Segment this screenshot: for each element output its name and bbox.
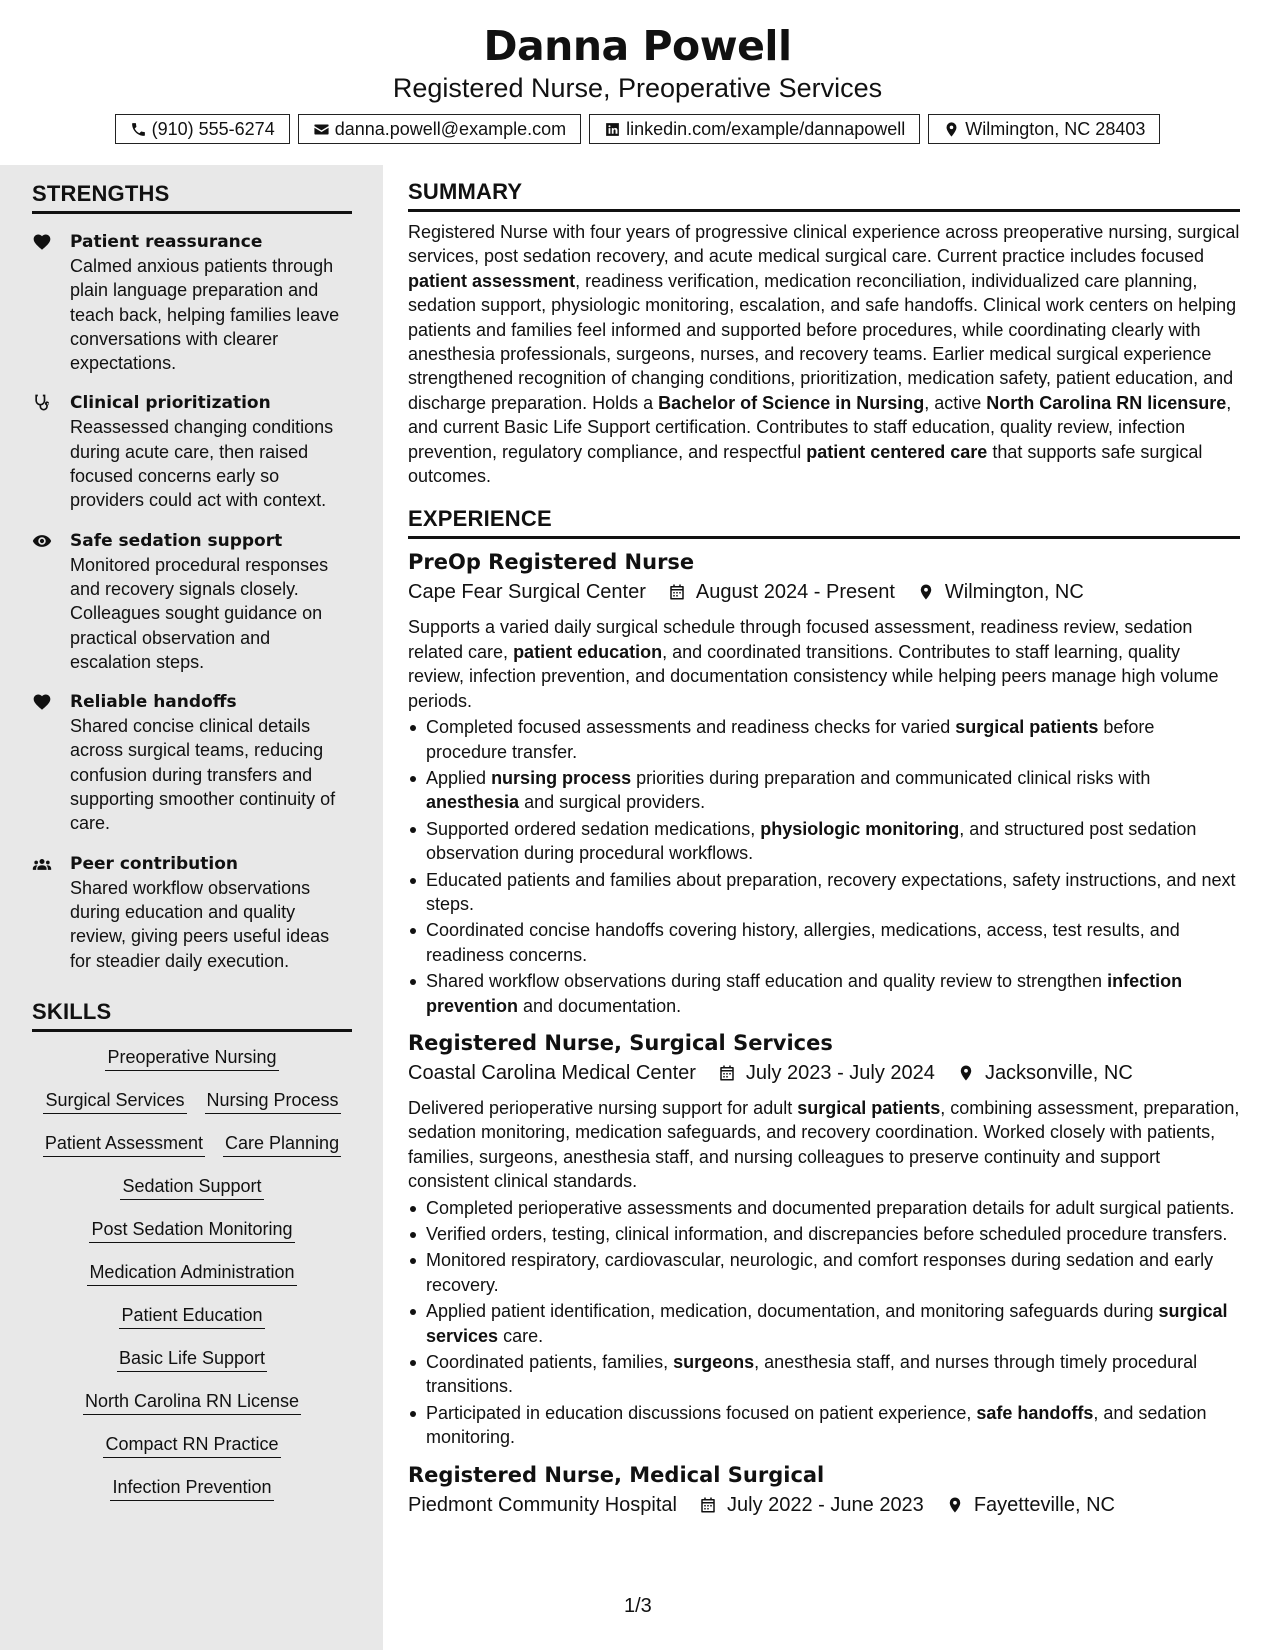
job-title: Registered Nurse, Surgical Services [408,1030,833,1055]
skills-heading: SKILLS [32,999,352,1032]
bullet-item: Coordinated concise handoffs covering history, allergies, medications, access, test results, and readiness concerns. [408,918,1240,967]
envelope-icon [313,121,330,138]
resume-header [0,0,1275,165]
bullet-item: Educated patients and families about preparation, recovery expectations, safety instructions, and next steps. [408,868,1240,917]
job-entry [408,1028,1240,1450]
skill-tag: Basic Life Support [117,1345,267,1372]
skill-tag: Patient Assessment [43,1130,205,1157]
skills-list [32,1044,352,1501]
job-meta [408,1490,1240,1520]
calendar-icon [699,1496,717,1514]
job-employer: Cape Fear Surgical Center [408,581,646,604]
calendar-icon [718,1064,736,1082]
summary-heading: SUMMARY [408,179,1240,212]
users-icon [32,854,52,874]
bullet-item: Verified orders, testing, clinical information, and discrepancies before scheduled procedure transfers. [408,1222,1240,1246]
job-employer: Piedmont Community Hospital [408,1493,677,1516]
skill-tag: Preoperative Nursing [105,1044,278,1071]
calendar-icon [668,583,686,601]
linkedin-contact[interactable] [589,114,920,144]
skill-tag: North Carolina RN License [83,1388,301,1415]
job-location: Wilmington, NC [944,581,1084,604]
strength-title: Safe sedation support [70,530,283,551]
strength-text: Monitored procedural responses and recovery signals closely. Colleagues sought guidance on practical observation and escalation steps. [70,554,329,672]
candidate-name: Danna Powell [483,22,792,70]
strength-item [32,852,352,973]
strength-item [32,230,352,375]
summary-text: Registered Nurse with four years of progressive clinical experience across preoperative nursing, surgical services, post sedation recovery, and acute medical surgical care. Current practice includes focused patient assessment, readiness verification, medication reconciliation, individualized care planning, sedation support, physiologic monitoring, escalation, and safe handoffs. Clinical work centers on helping patients and families feel informed and supported before procedures, while coordinating clearly with anesthesia professionals, surgeons, nurses, and recovery teams. Earlier medical surgical experience strengthened recognition of changing conditions, prioritization, medication safety, patient education, and discharge preparation. Holds a Bachelor of Science in Nursing, active North Carolina RN licensure, and current Basic Life Support certification. Contributes to staff education, quality review, infection prevention, regulatory compliance, and respectful patient centered care that supports safe surgical outcomes. [408,222,1240,487]
job-description: Supports a varied daily surgical schedule through focused assessment, readiness review, sedation related care, patient education, and coordinated transitions. Contributes to staff learning, quality review, infection prevention, and documentation consistency while helping peers manage high volume periods. [408,617,1219,711]
job-location: Jacksonville, NC [984,1061,1133,1084]
job-title: PreOp Registered Nurse [408,550,695,575]
strength-title: Clinical prioritization [70,393,271,414]
heart-icon [32,232,52,252]
bullet-item: Applied patient identification, medication, documentation, and monitoring safeguards during surgical services care. [408,1299,1240,1348]
bullet-item: Completed focused assessments and readiness checks for varied surgical patients before procedure transfer. [408,715,1240,764]
bullet-item: Applied nursing process priorities during preparation and communicated clinical risks with anesthesia and surgical providers. [408,766,1240,815]
phone-icon [130,121,147,138]
linkedin-text: linkedin.com/example/dannapowell [626,118,906,139]
strengths-heading: STRENGTHS [32,181,352,214]
job-dates: July 2022 - June 2023 [727,1493,924,1516]
email-contact[interactable] [298,114,581,144]
job-bullets [408,715,1240,1018]
job-meta [408,577,1240,607]
strength-text: Shared workflow observations during education and quality review, giving peers useful ideas for steadier daily execution. [70,877,330,971]
bullet-item: Participated in education discussions focused on patient experience, safe handoffs, and sedation monitoring. [408,1401,1240,1450]
bullet-item: Completed perioperative assessments and documented preparation details for adult surgical patients. [408,1196,1240,1220]
strength-item [32,690,352,835]
sidebar [0,165,383,1650]
map-pin-icon [957,1064,975,1082]
job-employer: Coastal Carolina Medical Center [408,1061,696,1084]
strength-item [32,529,352,674]
contact-bar [0,114,1275,144]
job-location: Fayetteville, NC [973,1493,1115,1516]
email-text: danna.powell@example.com [334,118,567,139]
job-dates: July 2023 - July 2024 [745,1061,935,1084]
candidate-title: Registered Nurse, Preoperative Services [392,73,883,103]
heart-icon [32,692,52,712]
strength-item [32,391,352,512]
skill-tag: Compact RN Practice [103,1431,280,1458]
job-bullets [408,1196,1240,1450]
bullet-item: Shared workflow observations during staff education and quality review to strengthen infection prevention and documentation. [408,969,1240,1018]
skill-tag: Patient Education [119,1302,264,1329]
main-content [408,179,1240,1528]
map-pin-icon [917,583,935,601]
job-dates: August 2024 - Present [695,581,895,604]
experience-heading: EXPERIENCE [408,506,1240,539]
map-pin-icon [943,121,960,138]
phone-contact[interactable] [115,114,290,144]
skill-tag: Medication Administration [87,1259,296,1286]
job-meta [408,1058,1240,1088]
skill-tag: Care Planning [223,1130,341,1157]
stethoscope-icon [32,393,52,413]
skill-tag: Sedation Support [120,1173,263,1200]
skill-tag: Infection Prevention [110,1474,273,1501]
strength-text: Reassessed changing conditions during acute care, then raised focused concerns early so providers could act with context. [70,417,334,511]
skill-tag: Post Sedation Monitoring [89,1216,294,1243]
phone-text: (910) 555-6274 [151,118,275,139]
strength-text: Shared concise clinical details across surgical teams, reducing confusion during transfers and supporting smoother continuity of care. [70,716,336,834]
bullet-item: Coordinated patients, families, surgeons, anesthesia staff, and nurses through timely procedural transitions. [408,1350,1240,1399]
bullet-item: Supported ordered sedation medications, physiologic monitoring, and structured post sedation observation during procedural workflows. [408,817,1240,866]
location-text: Wilmington, NC 28403 [965,118,1146,139]
job-title: Registered Nurse, Medical Surgical [408,1462,825,1487]
linkedin-icon [604,121,621,138]
strength-title: Patient reassurance [70,232,263,252]
strength-text: Calmed anxious patients through plain language preparation and teach back, helping families leave conversations with clearer expectations. [70,256,340,374]
bullet-item: Monitored respiratory, cardiovascular, neurologic, and comfort responses during sedation and early recovery. [408,1248,1240,1297]
job-entry [408,547,1240,1018]
strength-title: Reliable handoffs [70,692,237,713]
strength-title: Peer contribution [70,853,239,874]
job-description: Delivered perioperative nursing support for adult surgical patients, combining assessment, preparation, sedation monitoring, medication safeguards, and recovery coordination. Worked closely with patients, families, surgeons, anesthesia staff, and nursing colleagues to preserve continuity and support consistent clinical standards. [408,1097,1240,1192]
skill-tag: Nursing Process [205,1087,341,1114]
location-contact [928,114,1160,144]
job-entry [408,1460,1240,1520]
skill-tag: Surgical Services [43,1087,186,1114]
map-pin-icon [946,1496,964,1514]
eye-icon [32,531,52,551]
page-indicator: 1/3 [624,1595,652,1617]
